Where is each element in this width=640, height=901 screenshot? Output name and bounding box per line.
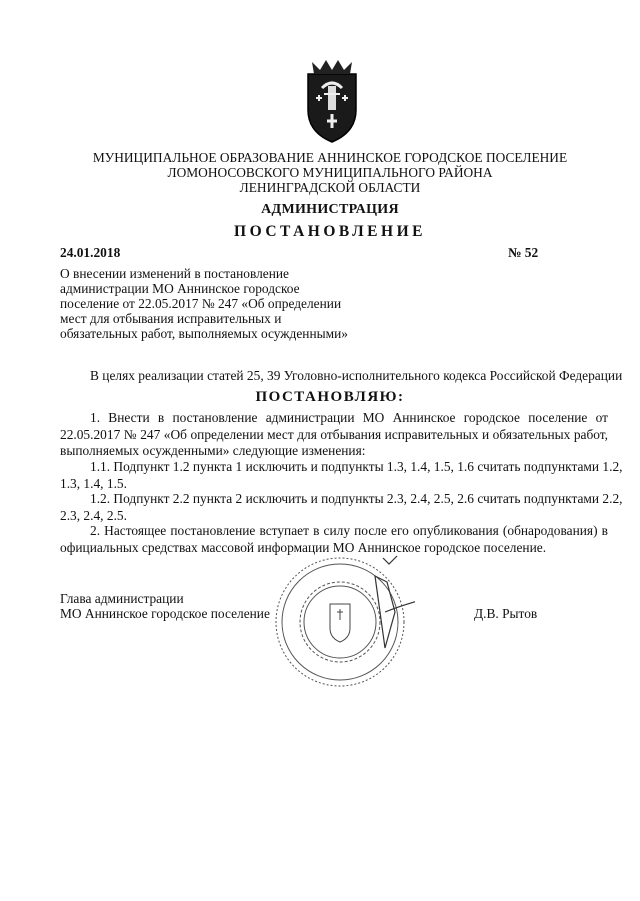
paragraph-line: 1. Внести в постановление администрации МО Аннинское городское поселение от [90, 410, 608, 425]
signatory-name: Д.В. Рытов [474, 606, 538, 621]
subject-line: обязательных работ, выполняемых осужденными» [60, 326, 348, 341]
paragraph-1-1 [60, 459, 623, 492]
paragraph-line: выполняемых осужденными» следующие изменения: [60, 443, 366, 458]
official-seal-icon [265, 552, 415, 692]
subject-line: администрации МО Аннинское городское [60, 281, 300, 296]
paragraph-line: официальных средствах массовой информации МО Аннинское городское поселение. [60, 539, 547, 555]
paragraph-line: 1.1. Подпункт 1.2 пункта 1 исключить и подпункты 1.3, 1.4, 1.5, 1.6 считать подпунктами 1.2, [90, 459, 623, 474]
administration-title: АДМИНИСТРАЦИЯ [261, 202, 399, 217]
header-line-1: МУНИЦИПАЛЬНОЕ ОБРАЗОВАНИЕ АННИНСКОЕ ГОРОДСКОЕ ПОСЕЛЕНИЕ [92, 150, 568, 165]
paragraph-line: 1.2. Подпункт 2.2 пункта 2 исключить и подпункты 2.3, 2.4, 2.5, 2.6 считать подпунктами 2.2, [90, 491, 623, 506]
subject-line: мест для отбывания исправительных и [60, 311, 282, 326]
signatory-position-line-2: МО Аннинское городское поселение [60, 606, 270, 621]
header-line-2: ЛОМОНОСОВСКОГО МУНИЦИПАЛЬНОГО РАЙОНА [167, 165, 493, 180]
document-type-title: ПОСТАНОВЛЕНИЕ [234, 223, 426, 240]
paragraph-line: 2.3, 2.4, 2.5. [60, 507, 127, 523]
document-date: 24.01.2018 [60, 245, 121, 260]
paragraph-line: 22.05.2017 № 247 «Об определении мест для отбывания исправительных и обязательных работ, [60, 426, 608, 442]
paragraph-1-2 [60, 491, 623, 524]
subject-line: О внесении изменений в постановление [60, 266, 289, 281]
paragraph-1 [60, 410, 608, 460]
coat-of-arms-icon [298, 58, 366, 144]
paragraph-line: 2. Настоящее постановление вступает в силу после его опубликования (обнародования) в [90, 523, 608, 538]
subject-line: поселение от 22.05.2017 № 247 «Об определении [60, 296, 342, 311]
header-line-3: ЛЕНИНГРАДСКОЙ ОБЛАСТИ [239, 180, 421, 195]
signatory-position-line-1: Глава администрации [60, 591, 184, 606]
document-number: № 52 [508, 245, 539, 260]
document-subject [60, 266, 350, 341]
preamble: В целях реализации статей 25, 39 Уголовно-исполнительного кодекса Российской Федерации [90, 368, 623, 383]
resolve-heading: ПОСТАНОВЛЯЮ: [255, 389, 405, 405]
paragraph-line: 1.3, 1.4, 1.5. [60, 475, 127, 491]
